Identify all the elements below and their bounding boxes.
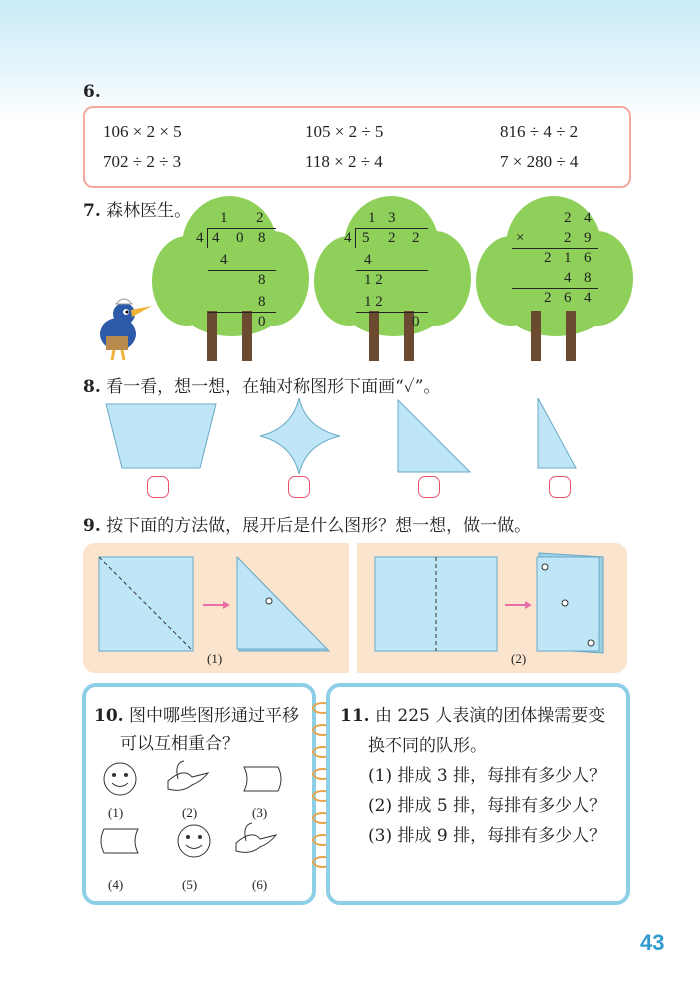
operator: × [516, 230, 525, 246]
question-10-line1 [94, 701, 308, 726]
tall-triangle-shape [538, 398, 576, 468]
digit: 2 [564, 210, 572, 226]
q10-figures [94, 759, 304, 879]
digit: 6 [564, 290, 572, 306]
digit: 2 [544, 290, 552, 306]
expression: 816 ÷ 4 ÷ 2 [500, 122, 579, 141]
question-6-box [83, 106, 631, 188]
question-11-line1 [340, 701, 620, 726]
step-value: 1 2 [364, 272, 383, 288]
digit: 8 [584, 270, 592, 286]
question-11-item-3: (3) 排成 9 排，每排有多少人？ [368, 826, 607, 846]
figure-label: (2) [182, 805, 198, 820]
expression: 105 × 2 ÷ 5 [305, 122, 384, 141]
question-9-number: 9. [83, 516, 101, 536]
step-value: 4 [220, 252, 228, 268]
right-triangle-shape [398, 400, 470, 472]
step-value: 1 2 [364, 294, 383, 310]
quotient-digit: 1 [368, 210, 376, 226]
figure-label: (3) [252, 805, 268, 820]
dividend-digit: 0 [236, 230, 244, 246]
question-8-text: 看一看，想一想，在轴对称图形下面画“✓”。 [106, 377, 441, 397]
quotient-digit: 2 [256, 210, 264, 226]
digit: 2 [544, 250, 552, 266]
question-11-item-1: (1) 排成 3 排，每排有多少人？ [368, 766, 607, 786]
question-10-line2: 可以互相重合？ [120, 734, 239, 754]
step-value: 0 [258, 314, 266, 330]
question-11-item-2: (2) 排成 5 排，每排有多少人？ [368, 796, 607, 816]
figure-label: (5) [182, 877, 198, 892]
quotient-digit: 1 [220, 210, 228, 226]
answer-box-1[interactable] [147, 476, 169, 498]
divisor: 4 [196, 230, 204, 246]
long-division-2 [340, 210, 440, 330]
woodpecker-doctor-illustration [86, 292, 156, 362]
scroll-figure-4 [101, 829, 138, 853]
step-value: 0 [412, 314, 420, 330]
figure-label-1: (1) [207, 651, 223, 666]
dividend-digit: 2 [388, 230, 396, 246]
dove-figure-6 [236, 823, 276, 852]
page-number: 43 [640, 930, 665, 955]
expression: 106 × 2 × 5 [103, 122, 182, 141]
question-11-number: 11. [340, 706, 370, 726]
fold-center-diagram [373, 551, 613, 655]
question-11-text: 由 225 人表演的团体操需要变 [374, 706, 606, 726]
step-value: 8 [258, 294, 266, 310]
quotient-digit: 3 [388, 210, 396, 226]
dividend-digit: 4 [212, 230, 220, 246]
question-7-text: 森林医生。 [106, 201, 192, 221]
tree-1 [152, 196, 312, 366]
answer-box-4[interactable] [549, 476, 571, 498]
digit: 1 [564, 250, 572, 266]
expression: 118 × 2 ÷ 4 [305, 152, 383, 171]
tree-3 [476, 196, 636, 366]
question-11-line2: 换不同的队形。 [368, 736, 487, 756]
figure-label: (1) [108, 805, 124, 820]
smiley-face-figure-5 [178, 825, 210, 857]
scroll-figure-3 [244, 767, 281, 791]
digit: 4 [584, 290, 592, 306]
figure-label: (6) [252, 877, 268, 892]
digit: 2 [564, 230, 572, 246]
header-band [0, 0, 700, 120]
question-9-title [83, 511, 531, 536]
folding-panel [83, 543, 627, 673]
question-7-number: 7. [83, 201, 101, 221]
step-value: 4 [364, 252, 372, 268]
digit: 9 [584, 230, 592, 246]
figure-label-2: (2) [511, 651, 527, 666]
question-6-number: 6. [83, 82, 101, 102]
expression: 7 × 280 ÷ 4 [500, 152, 579, 171]
tree-2 [314, 196, 474, 366]
multiplication [506, 210, 606, 330]
answer-box-2[interactable] [288, 476, 310, 498]
question-11-box [326, 683, 630, 905]
question-10-number: 10. [94, 706, 124, 726]
four-point-star-shape [260, 398, 340, 474]
figure-label: (4) [108, 877, 124, 892]
question-8-title [83, 372, 441, 397]
dividend-digit: 8 [258, 230, 266, 246]
dividend-digit: 2 [412, 230, 420, 246]
question-10-text: 图中哪些图形通过平移 [128, 706, 299, 726]
question-10-box [82, 683, 316, 905]
divisor: 4 [344, 230, 352, 246]
trapezoid-shape [106, 404, 216, 468]
digit: 6 [584, 250, 592, 266]
answer-box-3[interactable] [418, 476, 440, 498]
expression: 702 ÷ 2 ÷ 3 [103, 152, 182, 171]
smiley-face-figure-1 [104, 763, 136, 795]
question-8-number: 8. [83, 377, 101, 397]
dividend-digit: 5 [362, 230, 370, 246]
q8-shapes [100, 398, 600, 478]
dove-figure-2 [168, 761, 208, 790]
step-value: 8 [258, 272, 266, 288]
question-9-text: 按下面的方法做，展开后是什么图形？想一想，做一做。 [106, 516, 532, 536]
digit: 4 [564, 270, 572, 286]
fold-diagonal-diagram [97, 555, 337, 655]
long-division-1 [192, 210, 282, 330]
digit: 4 [584, 210, 592, 226]
